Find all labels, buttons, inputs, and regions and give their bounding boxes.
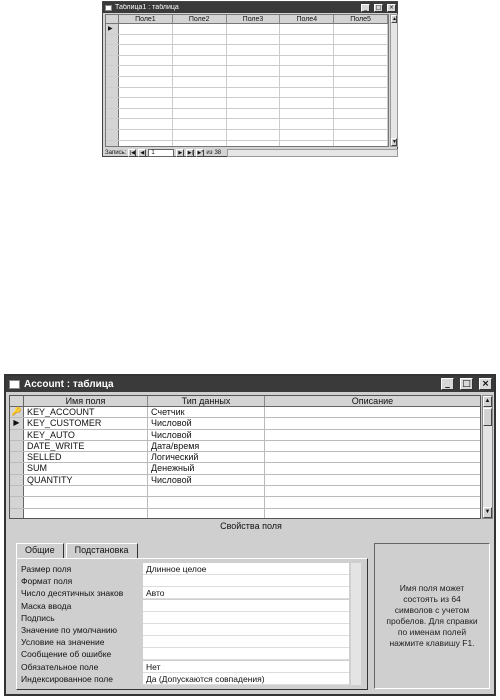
scroll-up-icon[interactable]: ▲ xyxy=(392,16,397,22)
table-icon xyxy=(105,5,112,11)
description-cell[interactable] xyxy=(265,509,480,519)
table-cell[interactable] xyxy=(280,130,334,140)
table-cell[interactable] xyxy=(280,119,334,129)
description-cell[interactable] xyxy=(265,497,480,507)
table-cell[interactable] xyxy=(280,98,334,108)
table-cell[interactable] xyxy=(280,66,334,76)
table-cell[interactable] xyxy=(280,45,334,55)
property-value-input[interactable]: Длинное целое xyxy=(143,563,349,575)
account-titlebar[interactable] xyxy=(6,376,494,392)
table-cell[interactable] xyxy=(119,130,173,140)
table-cell[interactable] xyxy=(227,141,281,147)
property-row xyxy=(21,648,349,660)
table-cell[interactable] xyxy=(227,24,281,34)
row-selector[interactable] xyxy=(10,452,24,462)
table-cell[interactable] xyxy=(173,45,227,55)
help-hint: Имя поля может состоять из 64 символов с учетом пробелов. Для справки по именам полей нажмите клавишу F1. xyxy=(374,543,490,689)
property-label: Обязательное поле xyxy=(21,661,99,672)
property-value-input[interactable] xyxy=(143,575,349,587)
minimize-icon[interactable]: _ xyxy=(441,378,454,390)
table-cell[interactable] xyxy=(227,45,281,55)
table-row[interactable] xyxy=(106,45,388,56)
table-cell[interactable] xyxy=(227,66,281,76)
property-value-input[interactable]: Авто xyxy=(143,587,349,599)
table-cell[interactable] xyxy=(334,77,388,87)
property-label: Маска ввода xyxy=(21,600,72,611)
table1-datasheet xyxy=(105,14,389,147)
table-row[interactable] xyxy=(106,130,388,141)
table1-header-row xyxy=(106,15,388,24)
record-total: 38 xyxy=(214,149,222,156)
data-type-cell[interactable]: Дата/время xyxy=(148,441,265,451)
table-cell[interactable] xyxy=(334,119,388,129)
table-cell[interactable] xyxy=(119,45,173,55)
scroll-down-icon[interactable]: ▼ xyxy=(392,139,397,145)
first-record-button[interactable]: |◀ xyxy=(129,149,135,156)
table-cell[interactable] xyxy=(173,119,227,129)
row-selector[interactable] xyxy=(10,475,24,485)
table1-rows xyxy=(106,24,388,147)
table-row[interactable] xyxy=(106,119,388,130)
minimize-icon[interactable]: _ xyxy=(361,4,370,12)
new-record-button[interactable]: ▶* xyxy=(197,149,204,156)
property-value-input[interactable] xyxy=(143,600,349,612)
close-icon[interactable]: × xyxy=(388,4,395,11)
last-record-button[interactable]: ▶| xyxy=(187,149,193,156)
row-selector[interactable] xyxy=(106,45,119,55)
column-header-pole3[interactable]: Поле3 xyxy=(227,15,281,23)
scroll-up-icon[interactable]: ▲ xyxy=(483,396,492,407)
property-row xyxy=(21,563,349,575)
field-row[interactable] xyxy=(10,430,480,441)
row-selector[interactable] xyxy=(106,141,119,147)
row-selector[interactable] xyxy=(10,497,24,507)
table-cell[interactable] xyxy=(280,88,334,98)
table-row[interactable] xyxy=(106,77,388,88)
table-cell[interactable] xyxy=(119,88,173,98)
field-name-cell[interactable]: DATE_WRITE xyxy=(24,441,148,451)
data-type-cell[interactable] xyxy=(148,486,265,496)
table-cell[interactable] xyxy=(173,35,227,45)
property-row xyxy=(21,636,349,648)
property-label: Число десятичных знаков xyxy=(21,588,124,599)
row-selector[interactable] xyxy=(106,35,119,45)
field-name-cell[interactable] xyxy=(24,497,148,507)
data-type-cell[interactable]: Числовой xyxy=(148,418,265,428)
property-label: Значение по умолчанию xyxy=(21,625,118,635)
data-type-cell[interactable]: Числовой xyxy=(148,475,265,485)
field-row[interactable] xyxy=(10,486,480,497)
row-selector[interactable] xyxy=(10,441,24,451)
table-cell[interactable] xyxy=(334,66,388,76)
property-value-input[interactable] xyxy=(143,648,349,660)
table-cell[interactable] xyxy=(173,109,227,119)
description-cell[interactable] xyxy=(265,463,480,473)
field-name-cell[interactable]: KEY_CUSTOMER xyxy=(24,418,148,428)
table-cell[interactable] xyxy=(334,24,388,34)
property-row xyxy=(21,587,349,599)
table1-title: Таблица1 : таблица xyxy=(115,4,179,11)
property-value-input[interactable]: Да (Допускаются совпадения) xyxy=(143,673,349,685)
field-row[interactable] xyxy=(10,407,480,418)
table-cell[interactable] xyxy=(119,24,173,34)
column-header-description[interactable]: Описание xyxy=(351,396,394,406)
scroll-down-icon[interactable]: ▼ xyxy=(483,507,492,518)
table-row[interactable] xyxy=(106,88,388,99)
table-cell[interactable] xyxy=(173,66,227,76)
property-label: Размер поля xyxy=(21,564,72,574)
maximize-icon[interactable]: □ xyxy=(460,378,473,390)
table-cell[interactable] xyxy=(334,35,388,45)
table-cell[interactable] xyxy=(334,98,388,108)
prev-record-button[interactable]: ◀ xyxy=(138,149,146,157)
field-row[interactable] xyxy=(10,452,480,463)
account-title: Account : таблица xyxy=(24,378,114,390)
table-cell[interactable] xyxy=(334,45,388,55)
table-cell[interactable] xyxy=(227,35,281,45)
property-row xyxy=(21,575,349,587)
table-cell[interactable] xyxy=(173,141,227,147)
property-label: Подпись xyxy=(21,612,55,623)
column-header-pole4[interactable]: Поле4 xyxy=(280,15,334,23)
account-window xyxy=(4,374,496,696)
row-selector[interactable] xyxy=(106,109,119,119)
table-cell[interactable] xyxy=(227,130,281,140)
field-row[interactable] xyxy=(10,441,480,452)
table-cell[interactable] xyxy=(173,130,227,140)
field-name-cell[interactable]: KEY_AUTO xyxy=(24,430,148,440)
table-cell[interactable] xyxy=(119,119,173,129)
property-row xyxy=(21,661,349,673)
tab-lookup[interactable]: Подстановка xyxy=(66,543,138,558)
column-header-pole1[interactable]: Поле1 xyxy=(119,15,173,23)
table-cell[interactable] xyxy=(227,77,281,87)
table-row[interactable] xyxy=(106,66,388,77)
description-cell[interactable] xyxy=(265,486,480,496)
table-row[interactable] xyxy=(106,56,388,67)
row-selector[interactable] xyxy=(106,130,119,140)
record-label: Запись: xyxy=(105,149,127,156)
field-row[interactable] xyxy=(10,509,480,519)
table-cell[interactable] xyxy=(334,141,388,147)
data-type-cell[interactable]: Числовой xyxy=(148,430,265,440)
property-label: Формат поля xyxy=(21,576,73,587)
table-cell[interactable] xyxy=(280,24,334,34)
table-row[interactable] xyxy=(106,35,388,46)
field-rows xyxy=(10,407,480,519)
column-header-pole2[interactable]: Поле2 xyxy=(173,15,227,23)
properties-tabs xyxy=(16,543,140,558)
table-cell[interactable] xyxy=(280,141,334,147)
property-label: Индексированное поле xyxy=(21,673,113,684)
field-name-cell[interactable]: QUANTITY xyxy=(24,475,148,485)
table-cell[interactable] xyxy=(334,88,388,98)
property-label: Сообщение об ошибке xyxy=(21,649,112,660)
field-grid-header xyxy=(10,396,480,407)
record-navigator xyxy=(105,148,398,157)
table-cell[interactable] xyxy=(280,77,334,87)
table-cell[interactable] xyxy=(119,109,173,119)
next-record-button[interactable]: ▶ xyxy=(176,149,184,157)
table1-horizontal-scrollbar[interactable] xyxy=(227,149,398,157)
property-value-input[interactable] xyxy=(143,636,349,648)
row-pointer-icon[interactable]: ▶ xyxy=(10,418,24,428)
description-cell[interactable] xyxy=(265,475,480,485)
key-icon[interactable]: 🔑 xyxy=(10,407,24,417)
table-cell[interactable] xyxy=(334,130,388,140)
table-icon xyxy=(9,380,20,389)
column-header-field-name[interactable]: Имя поля xyxy=(24,396,148,406)
field-row[interactable] xyxy=(10,475,480,486)
field-row[interactable] xyxy=(10,418,480,429)
description-cell[interactable] xyxy=(265,418,480,428)
table-cell[interactable] xyxy=(227,109,281,119)
data-type-cell[interactable]: Логический xyxy=(148,452,265,462)
row-selector[interactable] xyxy=(106,88,119,98)
table-cell[interactable] xyxy=(119,35,173,45)
data-type-cell[interactable] xyxy=(148,509,265,519)
table-row[interactable] xyxy=(106,98,388,109)
table-row[interactable] xyxy=(106,141,388,147)
row-selector[interactable] xyxy=(10,463,24,473)
maximize-icon[interactable]: □ xyxy=(375,4,382,11)
table-cell[interactable] xyxy=(227,88,281,98)
properties-scrollbar[interactable] xyxy=(351,563,361,685)
table-cell[interactable] xyxy=(119,141,173,147)
row-selector[interactable] xyxy=(10,509,24,519)
table-cell[interactable] xyxy=(119,98,173,108)
description-cell[interactable] xyxy=(265,407,480,417)
row-selector[interactable] xyxy=(106,98,119,108)
table-cell[interactable] xyxy=(334,109,388,119)
record-total-label: из xyxy=(206,149,213,156)
property-value-input[interactable]: Нет xyxy=(143,661,349,673)
row-selector[interactable] xyxy=(106,77,119,87)
field-name-cell[interactable] xyxy=(24,509,148,519)
row-selector[interactable] xyxy=(10,486,24,496)
table-cell[interactable] xyxy=(173,77,227,87)
data-type-cell[interactable] xyxy=(148,497,265,507)
property-row xyxy=(21,673,349,685)
table-row[interactable] xyxy=(106,24,388,35)
table1-window xyxy=(102,1,398,157)
row-selector[interactable] xyxy=(106,66,119,76)
table-cell[interactable] xyxy=(119,66,173,76)
field-name-cell[interactable] xyxy=(24,486,148,496)
table1-titlebar[interactable] xyxy=(103,2,397,13)
table-cell[interactable] xyxy=(280,35,334,45)
row-selector[interactable] xyxy=(10,430,24,440)
field-grid-scrollbar[interactable] xyxy=(482,395,493,519)
column-header-pole5[interactable]: Поле5 xyxy=(334,15,388,23)
row-selector[interactable] xyxy=(106,56,119,66)
table-cell[interactable] xyxy=(227,56,281,66)
table-cell[interactable] xyxy=(173,88,227,98)
data-type-cell[interactable]: Счетчик xyxy=(148,407,265,417)
description-cell[interactable] xyxy=(265,430,480,440)
table-cell[interactable] xyxy=(227,98,281,108)
field-properties-title: Свойства поля xyxy=(220,521,282,531)
property-label: Условие на значение xyxy=(21,637,105,648)
table-cell[interactable] xyxy=(227,119,281,129)
select-all-corner[interactable] xyxy=(106,15,119,23)
table-cell[interactable] xyxy=(173,56,227,66)
column-header-data-type[interactable]: Тип данных xyxy=(148,396,265,406)
property-value-input[interactable] xyxy=(143,612,349,624)
scroll-thumb[interactable] xyxy=(483,408,492,426)
field-name-cell[interactable]: KEY_ACCOUNT xyxy=(24,407,148,417)
description-cell[interactable] xyxy=(265,452,480,462)
close-icon[interactable]: × xyxy=(479,378,492,390)
description-cell[interactable] xyxy=(265,441,480,451)
row-selector[interactable] xyxy=(106,119,119,129)
properties-panel xyxy=(16,558,368,690)
field-name-cell[interactable]: SUM xyxy=(24,463,148,473)
tab-general[interactable]: Общие xyxy=(16,543,64,559)
property-row xyxy=(21,624,349,636)
table-cell[interactable] xyxy=(334,56,388,66)
table-cell[interactable] xyxy=(119,77,173,87)
table-cell[interactable] xyxy=(173,24,227,34)
table-cell[interactable] xyxy=(173,98,227,108)
row-pointer-icon[interactable]: ▶ xyxy=(106,24,119,34)
field-design-grid xyxy=(9,395,481,519)
field-name-cell[interactable]: SELLED xyxy=(24,452,148,462)
select-all-corner[interactable] xyxy=(10,396,24,406)
property-row xyxy=(21,600,349,612)
field-row[interactable] xyxy=(10,497,480,508)
data-type-cell[interactable]: Денежный xyxy=(148,463,265,473)
property-row xyxy=(21,612,349,624)
property-value-input[interactable] xyxy=(143,624,349,636)
table-cell[interactable] xyxy=(280,109,334,119)
table1-vertical-scrollbar[interactable] xyxy=(390,14,398,147)
field-row[interactable] xyxy=(10,463,480,474)
table-cell[interactable] xyxy=(280,56,334,66)
record-number-input[interactable]: 1 xyxy=(148,149,174,157)
table-cell[interactable] xyxy=(119,56,173,66)
table-row[interactable] xyxy=(106,109,388,120)
